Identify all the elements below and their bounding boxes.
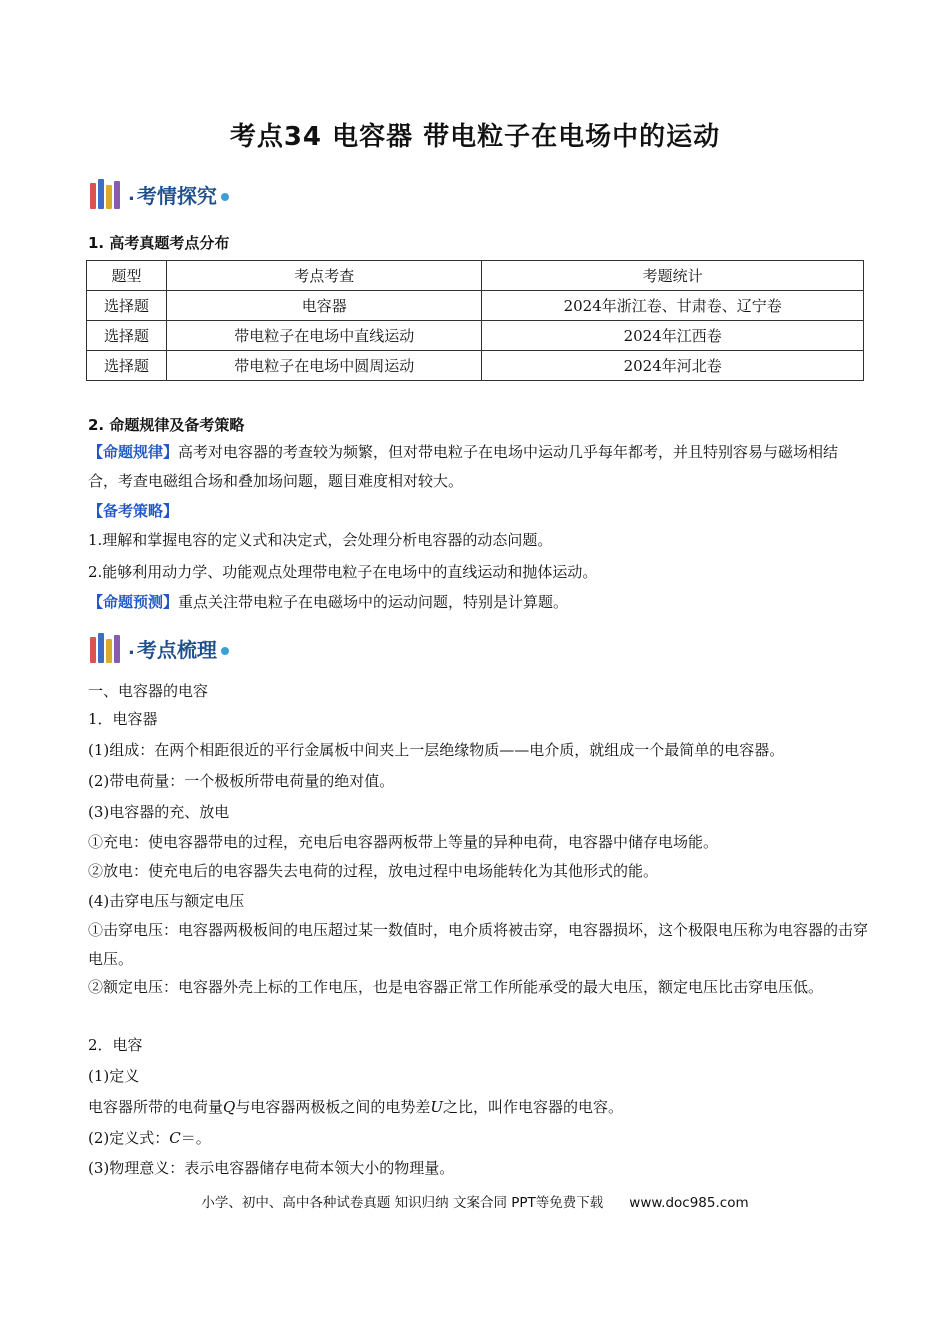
banner-label: 考情探究 (136, 183, 217, 208)
table-cell: 选择题 (87, 321, 167, 351)
bullet-dot-icon (221, 647, 229, 655)
books-icon (90, 179, 122, 209)
banner-label: 考点梳理 (136, 637, 217, 662)
table-cell: 选择题 (87, 351, 167, 381)
table-cell: 2024年河北卷 (482, 351, 864, 381)
table-row (87, 321, 864, 351)
rule-text: 高考对电容器的考查较为频繁，但对带电粒子在电场中运动几乎每年都考，并且特别容易与磁场相结合，考查电磁组合场和叠加场问题，题目难度相对较大。 (88, 443, 839, 490)
content-line: 一、电容器的电容 (88, 682, 209, 700)
footer-text: 小学、初中、高中各种试卷真题 知识归纳 文案合同 PPT等免费下载 (201, 1195, 604, 1211)
forecast-paragraph (88, 588, 868, 617)
books-icon (90, 633, 122, 663)
table-cell: 带电粒子在电场中直线运动 (167, 321, 482, 351)
exam-distribution-table (86, 260, 864, 381)
table-header-row (87, 261, 864, 291)
content-line: (3)物理意义：表示电容器储存电荷本领大小的物理量。 (88, 1159, 455, 1177)
forecast-text: 重点关注带电粒子在电磁场中的运动问题，特别是计算题。 (178, 593, 569, 611)
content-line: (4)击穿电压与额定电压 (88, 892, 245, 910)
table-cell: 带电粒子在电场中圆周运动 (167, 351, 482, 381)
content-line: 2．电容 (88, 1036, 143, 1054)
strategy-item: 2.能够利用动力学、功能观点处理带电粒子在电场中的直线运动和抛体运动。 (88, 563, 598, 581)
forecast-tag: 【命题预测】 (88, 593, 179, 611)
definition-line: 电容器所带的电荷量Q与电容器两极板之间的电势差U之比，叫作电容器的电容。 (88, 1098, 624, 1116)
section-banner-exam-analysis: . 考情探究 (90, 178, 229, 210)
content-line: (1)定义 (88, 1067, 140, 1085)
formula-line: (2)定义式：C＝。 (88, 1129, 211, 1147)
table-cell: 2024年浙江卷、甘肃卷、辽宁卷 (482, 291, 864, 321)
footer-url[interactable]: www.doc985.com (629, 1195, 749, 1211)
table-cell: 电容器 (167, 291, 482, 321)
strategy-tag: 【备考策略】 (88, 502, 179, 520)
page-footer (0, 1191, 950, 1211)
content-line: ①充电：使电容器带电的过程，充电后电容器两板带上等量的异种电荷，电容器中储存电场能。 (88, 833, 719, 851)
content-line: 1．电容器 (88, 710, 158, 728)
rule-tag: 【命题规律】 (88, 443, 179, 461)
voltage-symbol: U (430, 1098, 443, 1116)
strategy-tag-line (88, 497, 868, 526)
rule-paragraph (88, 438, 868, 496)
content-paragraph: ②额定电压：电容器外壳上标的工作电压，也是电容器正常工作所能承受的最大电压，额定电压比击穿电压低。 (88, 978, 824, 996)
capacitance-symbol: C (169, 1129, 181, 1147)
table-cell: 选择题 (87, 291, 167, 321)
table-cell: 2024年江西卷 (482, 321, 864, 351)
table-header-cell: 考点考查 (167, 261, 482, 291)
table-header-cell: 考题统计 (482, 261, 864, 291)
section-heading: 1. 高考真题考点分布 (88, 234, 230, 252)
strategy-item: 1.理解和掌握电容的定义式和决定式，会处理分析电容器的动态问题。 (88, 531, 553, 549)
bullet-dot-icon (221, 193, 229, 201)
table-header-cell: 题型 (87, 261, 167, 291)
content-line: (2)带电荷量：一个极板所带电荷量的绝对值。 (88, 772, 395, 790)
content-paragraph: ①击穿电压：电容器两极板间的电压超过某一数值时，电介质将被击穿，电容器损坏，这个极限电压称为电容器的击穿电压。 (88, 921, 869, 968)
section-heading: 2. 命题规律及备考策略 (88, 416, 245, 434)
content-line: (3)电容器的充、放电 (88, 803, 230, 821)
content-line: ②放电：使充电后的电容器失去电荷的过程，放电过程中电场能转化为其他形式的能。 (88, 862, 659, 880)
table-row (87, 291, 864, 321)
content-line: (1)组成：在两个相距很近的平行金属板中间夹上一层绝缘物质——电介质，就组成一个最简单的电容器。 (88, 741, 785, 759)
section-banner-knowledge: . 考点梳理 (90, 632, 229, 664)
table-row (87, 351, 864, 381)
charge-symbol: Q (223, 1098, 236, 1116)
page-title: 考点34 电容器 带电粒子在电场中的运动 (229, 122, 721, 152)
